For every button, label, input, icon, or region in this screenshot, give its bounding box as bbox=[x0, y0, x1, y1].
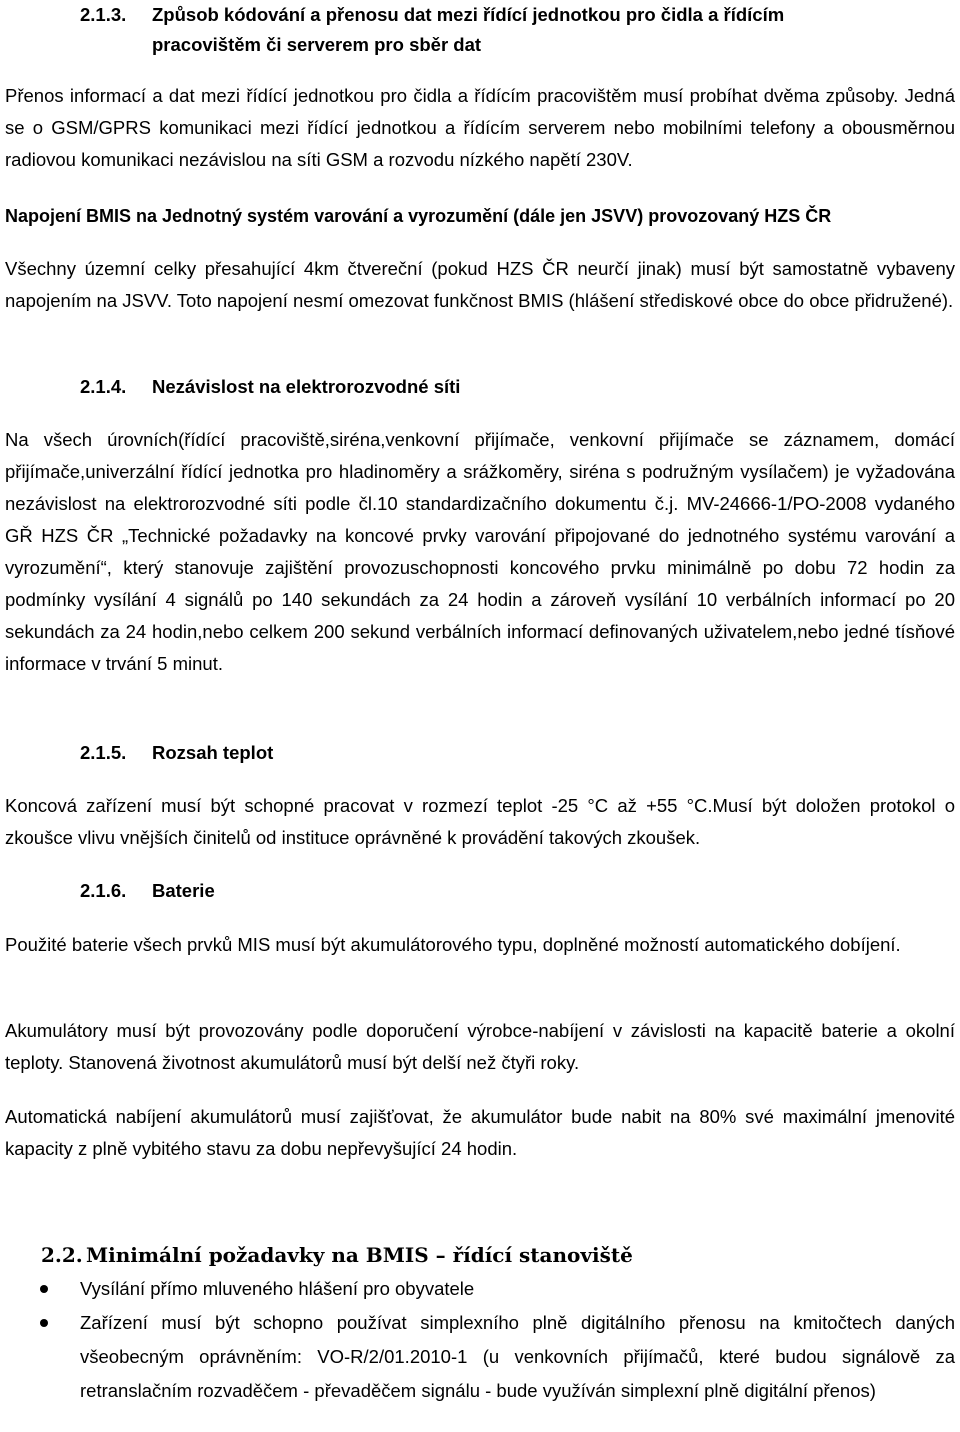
section-number: 2.2. bbox=[41, 1243, 83, 1267]
section-number: 2.1.4. bbox=[80, 376, 127, 397]
section-title: Minimální požadavky na BMIS – řídící stanoviště bbox=[86, 1243, 633, 1267]
paragraph-battery-2: Akumulátory musí být provozovány podle doporučení výrobce-nabíjení v závislosti na kapacitě baterie a okolní teploty. Stanovená životnost akumulátorů musí být delší než čtyři roky. bbox=[5, 1020, 955, 1073]
paragraph-battery-1: Použité baterie všech prvků MIS musí být akumulátorového typu, doplněné možností automatického dobíjení. bbox=[5, 934, 901, 955]
requirements-list bbox=[0, 1272, 955, 1408]
section-number: 2.1.3. bbox=[80, 4, 127, 25]
list-item-text: Zařízení musí být schopno používat simplexního plně digitálního přenosu na kmitočtech daných všeobecným oprávněním: VO-R/2/01.2010-1 (u venkovních přijímačů, které budou signálově za retranslačním rozvaděčem - převaděčem signálu - bude využíván simplexní plně digitální přenos) bbox=[80, 1312, 955, 1401]
section-title: Rozsah teplot bbox=[152, 742, 274, 763]
section-title: Nezávislost na elektrorozvodné síti bbox=[152, 376, 461, 397]
paragraph-independence: Na všech úrovních(řídící pracoviště,siréna,venkovní přijímače, venkovní přijímače se záznamem, domácí přijímače,univerzální řídící jednotka pro hladinoměry a srážkoměry, siréna s podružným vysílačem) je vyžadována nezávislost na elektrorozvodné síti podle čl.10 standardizačního dokumentu č.j. MV-24666-1/PO-2008 vydaného GŘ HZS ČR „Technické požadavky na koncové prvky varování připojované do jednotného systému varování a vyrozumění“, který stanovuje zajištění provozuschopnosti koncového prvku minimálně po dobu 72 hodin za podmínky vysílání 4 signálů po 140 sekundách za 24 hodin a zároveň vysílání 10 verbálních informací po 20 sekundách za 24 hodin,nebo celkem 200 sekund verbálních informací definovaných uživatelem,nebo jedné tísňové informace v trvání 5 minut. bbox=[5, 429, 955, 674]
section-heading-2-1-5 bbox=[80, 738, 940, 768]
paragraph-jsvv: Všechny územní celky přesahující 4km čtvereční (pokud HZS ČR neurčí jinak) musí být samostatně vybaveny napojením na JSVV. Toto napojení nesmí omezovat funkčnost BMIS (hlášení střediskové obce do obce přidružené). bbox=[5, 258, 955, 311]
paragraph-transfer: Přenos informací a dat mezi řídící jednotkou pro čidla a řídícím pracovištěm musí probíhat dvěma způsoby. Jedná se o GSM/GPRS komunikaci mezi řídící jednotkou a řídícím serverem nebo mobilními telefony a obousměrnou radiovou komunikaci nezávislou na síti GSM a rozvodu nízkého napětí 230V. bbox=[5, 85, 955, 170]
section-heading-2-1-6 bbox=[80, 876, 940, 906]
section-title: Baterie bbox=[152, 880, 215, 901]
section-heading-2-1-4 bbox=[80, 372, 940, 402]
list-item bbox=[0, 1306, 955, 1408]
section-title-line2: pracovištěm či serverem pro sběr dat bbox=[152, 34, 482, 55]
list-item bbox=[0, 1272, 955, 1306]
paragraph-battery-3: Automatická nabíjení akumulátorů musí zajišťovat, že akumulátor bude nabit na 80% své maximální jmenovité kapacity z plně vybitého stavu za dobu nepřevyšující 24 hodin. bbox=[5, 1106, 955, 1159]
bullet-icon bbox=[40, 1319, 48, 1327]
section-number: 2.1.5. bbox=[80, 742, 127, 763]
section-heading-2-1-3-line2 bbox=[152, 30, 952, 60]
section-heading-2-2 bbox=[41, 1240, 941, 1270]
paragraph-temperature: Koncová zařízení musí být schopné pracovat v rozmezí teplot -25 °C až +55 °C.Musí být doložen protokol o zkoušce vlivu vnějších činitelů od instituce oprávněné k provádění takových zkoušek. bbox=[5, 795, 955, 848]
section-title-line1: Způsob kódování a přenosu dat mezi řídící jednotkou pro čidla a řídícím bbox=[152, 4, 785, 25]
section-heading-2-1-3 bbox=[80, 0, 940, 30]
jsvv-heading: Napojení BMIS na Jednotný systém varování a vyrozumění (dále jen JSVV) provozovaný HZS ČR bbox=[5, 206, 832, 226]
bullet-icon bbox=[40, 1285, 48, 1293]
list-item-text: Vysílání přímo mluveného hlášení pro obyvatele bbox=[80, 1278, 475, 1299]
section-number: 2.1.6. bbox=[80, 880, 127, 901]
